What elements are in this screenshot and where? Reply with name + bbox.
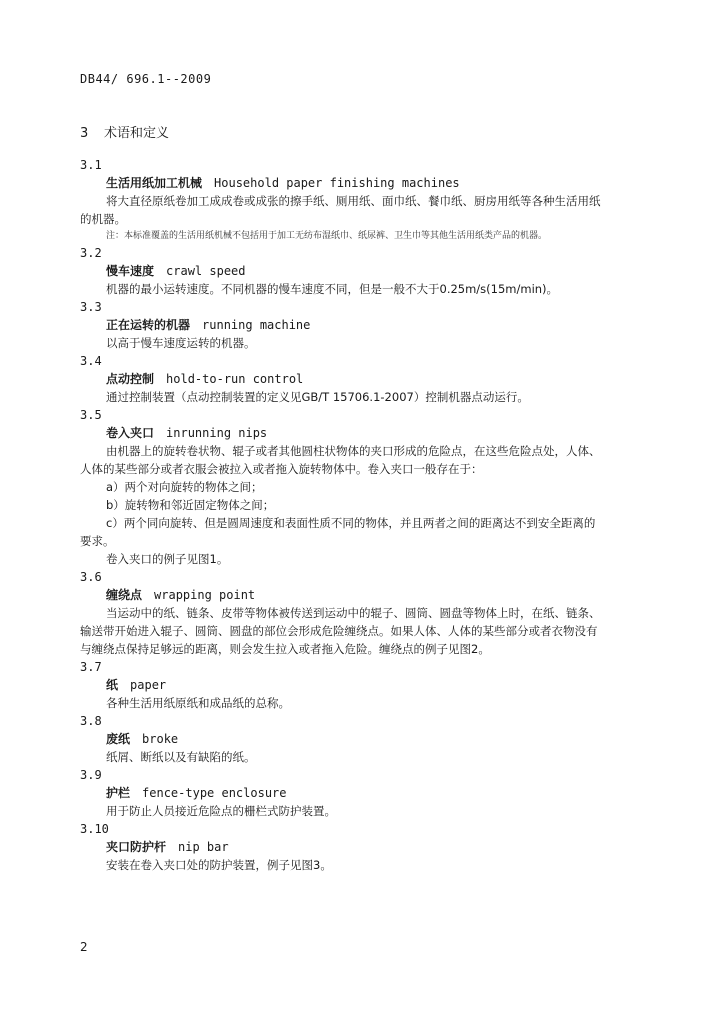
term-name-cn: 夹口防护杆 [106,840,167,854]
term-name-cn: 纸 [106,678,119,692]
term-name-en: paper [130,678,167,692]
term-3-6 [80,568,660,658]
term-number: 3.3 [80,300,102,314]
section-title-text: 术语和定义 [104,126,170,141]
term-3-4 [80,352,660,406]
standard-code-header: DB44/ 696.1--2009 [80,72,212,86]
term-definition: 安装在卷入夹口处的防护装置，例子见图3。 [106,858,332,872]
term-number: 3.1 [80,158,102,172]
term-definition: 以高于慢车速度运转的机器。 [106,336,256,350]
term-definition-cont: 人体的某些部分或者衣服会被拉入或者拖入旋转物体中。卷入夹口一般存在于： [80,462,483,476]
term-number: 3.7 [80,660,102,674]
term-name-en: nip bar [178,840,229,854]
term-number: 3.8 [80,714,102,728]
term-name [80,262,660,280]
term-name-cn: 护栏 [106,786,131,800]
term-definition: 各种生活用纸原纸和成品纸的总称。 [106,696,290,710]
term-definition: 通过控制装置（点动控制装置的定义见GB/T 15706.1-2007）控制机器点动运行。 [106,390,529,404]
term-note: 注：本标准覆盖的生活用纸机械不包括用于加工无纺布湿纸巾、纸尿裤、卫生巾等其他生活用纸类产品的机器。 [106,231,548,241]
term-definition: 当运动中的纸、链条、皮带等物体被传送到运动中的辊子、圆筒、圆盘等物体上时，在纸、链条、 [106,606,601,620]
term-name-cn: 正在运转的机器 [106,318,191,332]
term-definition-cont: 与缠绕点保持足够远的距离，则会发生拉入或者拖入危险。缠绕点的例子见图2。 [80,642,490,656]
term-number: 3.2 [80,246,102,260]
term-name-en: broke [142,732,179,746]
term-name-cn: 废纸 [106,732,131,746]
term-name [80,316,660,334]
term-name-cn: 缠绕点 [106,588,143,602]
term-number: 3.4 [80,354,102,368]
term-3-1 [80,156,660,244]
term-name [80,424,660,442]
term-name-cn: 点动控制 [106,372,155,386]
term-name-en: crawl speed [166,264,246,278]
section-heading [80,122,169,141]
term-name [80,730,660,748]
term-name [80,838,660,856]
term-name [80,784,660,802]
term-number: 3.5 [80,408,102,422]
section-number: 3 [80,126,89,141]
term-definition-cont: 输送带开始进入辊子、圆筒、圆盘的部位会形成危险缠绕点。如果人体、人体的某些部分或者衣物没有 [80,624,598,638]
term-name-cn: 慢车速度 [106,264,155,278]
list-item-cont: 要求。 [80,534,115,548]
term-definition: 由机器上的旋转卷状物、辊子或者其他圆柱状物体的夹口形成的危险点，在这些危险点处，人体、 [106,444,601,458]
term-name-en: hold-to-run control [166,372,304,386]
term-name-cn: 卷入夹口 [106,426,155,440]
term-definition: 机器的最小运转速度。不同机器的慢车速度不同，但是一般不大于0.25m/s(15m/min)。 [106,282,559,296]
term-number: 3.6 [80,570,102,584]
term-3-2 [80,244,660,298]
term-name [80,174,660,192]
term-name-en: Household paper finishing machines [214,176,460,190]
term-name [80,586,660,604]
term-number: 3.10 [80,822,109,836]
page-number: 2 [80,940,88,954]
term-definition: 用于防止人员接近危险点的栅栏式防护装置。 [106,804,336,818]
term-name [80,370,660,388]
term-name-en: running machine [202,318,311,332]
terms-list [80,156,660,874]
term-definition-cont: 的机器。 [80,212,126,226]
term-name-en: wrapping point [154,588,256,602]
figure-reference: 卷入夹口的例子见图1。 [106,552,229,566]
term-3-3 [80,298,660,352]
term-name-cn: 生活用纸加工机械 [106,176,203,190]
term-name-en: inrunning nips [166,426,268,440]
term-3-5 [80,406,660,568]
term-number: 3.9 [80,768,102,782]
list-item: b）旋转物和邻近固定物体之间； [106,498,275,512]
term-3-9 [80,766,660,820]
term-3-8 [80,712,660,766]
term-definition: 将大直径原纸卷加工成成卷或成张的擦手纸、厕用纸、面巾纸、餐巾纸、厨房用纸等各种生活用纸 [106,194,601,208]
term-3-7 [80,658,660,712]
list-item: c）两个同向旋转、但是圆周速度和表面性质不同的物体，并且两者之间的距离达不到安全距离的 [106,516,596,530]
term-definition: 纸屑、断纸以及有缺陷的纸。 [106,750,256,764]
term-name [80,676,660,694]
list-item: a）两个对向旋转的物体之间； [106,480,263,494]
term-name-en: fence-type enclosure [142,786,287,800]
term-3-10 [80,820,660,874]
